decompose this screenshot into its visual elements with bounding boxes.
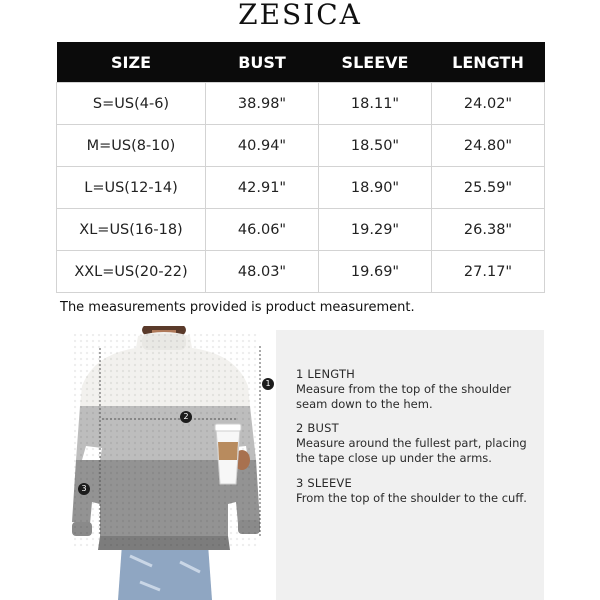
cell-bust: 40.94": [206, 125, 319, 167]
instruction-line: From the top of the shoulder to the cuff.: [296, 491, 527, 505]
cell-size: S=US(4-6): [57, 83, 206, 125]
brand-logo: ZESICA: [238, 0, 362, 31]
cell-sleeve: 19.69": [319, 251, 432, 293]
instruction-bust: [296, 421, 527, 466]
cell-length: 26.38": [432, 209, 545, 251]
cell-length: 25.59": [432, 167, 545, 209]
header-length: LENGTH: [432, 42, 545, 83]
instruction-length: [296, 367, 511, 412]
header-sleeve: SLEEVE: [319, 42, 432, 83]
instruction-title: 2 BUST: [296, 421, 339, 435]
sweater-model-illustration: [60, 326, 284, 600]
cell-length: 27.17": [432, 251, 545, 293]
cell-size: M=US(8-10): [57, 125, 206, 167]
instruction-line: Measure from the top of the shoulder: [296, 382, 512, 396]
cell-sleeve: 18.50": [319, 125, 432, 167]
table-row: [57, 83, 545, 125]
marker-1-icon: 1: [262, 378, 274, 390]
cell-bust: 38.98": [206, 83, 319, 125]
cell-bust: 42.91": [206, 167, 319, 209]
marker-3-icon: 3: [78, 483, 90, 495]
table-row: [57, 167, 545, 209]
cell-bust: 48.03": [206, 251, 319, 293]
cell-length: 24.02": [432, 83, 545, 125]
instruction-sleeve: [296, 476, 527, 506]
header-size: SIZE: [57, 42, 206, 83]
cell-size: XL=US(16-18): [57, 209, 206, 251]
cell-sleeve: 18.90": [319, 167, 432, 209]
table-row: [57, 251, 545, 293]
instruction-line: the tape close up under the arms.: [296, 451, 492, 465]
cell-sleeve: 19.29": [319, 209, 432, 251]
header-bust: BUST: [206, 42, 319, 83]
table-row: [57, 209, 545, 251]
cell-sleeve: 18.11": [319, 83, 432, 125]
cell-length: 24.80": [432, 125, 545, 167]
instruction-title: 3 SLEEVE: [296, 476, 352, 490]
coffee-cup: [215, 424, 241, 484]
size-chart-table: [56, 42, 545, 293]
measurement-instructions-panel: [276, 330, 544, 600]
table-row: [57, 125, 545, 167]
instruction-line: Measure around the fullest part, placing: [296, 436, 527, 450]
cell-size: L=US(12-14): [57, 167, 206, 209]
marker-2-icon: 2: [180, 411, 192, 423]
measurement-note: The measurements provided is product measurement.: [60, 300, 415, 315]
table-header-row: [57, 42, 545, 83]
cell-bust: 46.06": [206, 209, 319, 251]
instruction-title: 1 LENGTH: [296, 367, 356, 381]
instruction-line: seam down to the hem.: [296, 397, 433, 411]
cell-size: XXL=US(20-22): [57, 251, 206, 293]
